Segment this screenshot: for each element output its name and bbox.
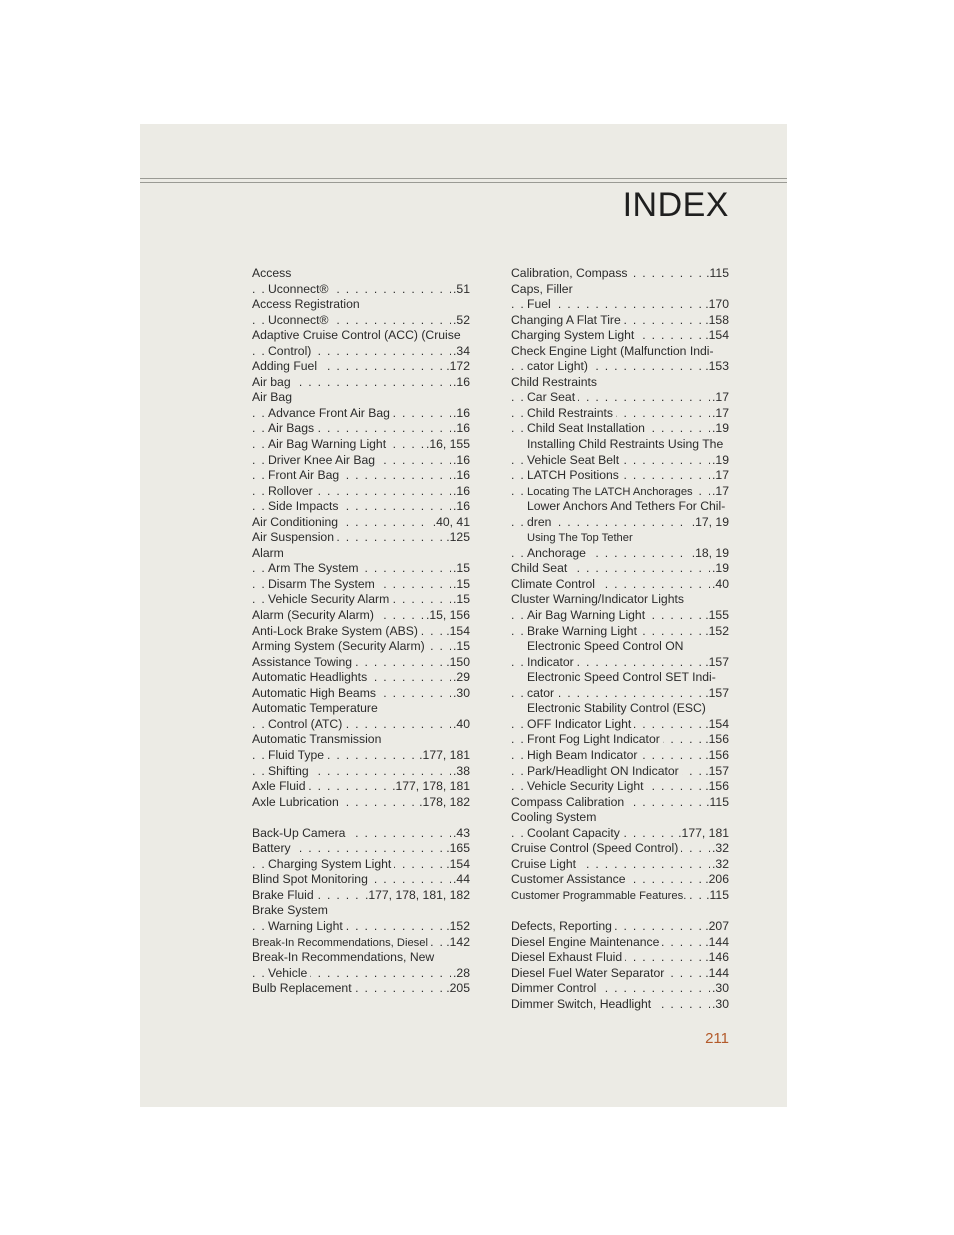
- index-term: Air Suspension: [252, 530, 337, 544]
- index-term: Diesel Exhaust Fluid: [511, 950, 625, 964]
- index-page-ref: .152: [446, 918, 470, 933]
- index-subentry: [511, 515, 729, 531]
- index-term: Automatic High Beams: [252, 686, 379, 700]
- index-entry: [252, 826, 470, 842]
- index-entry: [252, 981, 470, 997]
- index-term: Driver Knee Air Bag: [268, 453, 378, 467]
- index-entry: [252, 515, 470, 531]
- index-subentry: [252, 437, 470, 453]
- index-term: Brake Fluid: [252, 888, 317, 902]
- index-subentry: [511, 717, 729, 733]
- header-rule-top: [140, 178, 787, 179]
- index-page-ref: .142: [446, 934, 470, 949]
- index-page-ref: .29: [453, 670, 470, 685]
- index-entry: [252, 655, 470, 671]
- index-subentry: [511, 484, 729, 500]
- index-term: Electronic Speed Control ON: [527, 639, 686, 653]
- index-subentry: [511, 437, 729, 453]
- index-term: Air Bag: [252, 390, 295, 404]
- index-spacer: [252, 810, 470, 826]
- index-subentry: [511, 530, 729, 546]
- index-page-ref: .146: [705, 950, 729, 965]
- index-term: Brake Warning Light: [527, 624, 640, 638]
- index-subentry: [252, 421, 470, 437]
- index-term: Alarm: [252, 546, 287, 560]
- index-term: Child Seat Installation: [527, 421, 648, 435]
- index-column-right: [511, 266, 729, 1012]
- index-term: Check Engine Light (Malfunction Indi-: [511, 344, 717, 358]
- index-term: Air Bag Warning Light: [527, 608, 648, 622]
- index-subentry: [252, 857, 470, 873]
- index-page-ref: .40: [712, 576, 729, 591]
- index-subentry: [511, 764, 729, 780]
- index-term: Charging System Light: [268, 857, 394, 871]
- index-term: Dimmer Switch, Headlight: [511, 997, 654, 1011]
- index-term: Child Restraints: [527, 406, 616, 420]
- index-page-ref: .15: [453, 576, 470, 591]
- index-page-ref: .40: [453, 716, 470, 731]
- index-page-ref: .16: [453, 405, 470, 420]
- index-subentry: [252, 313, 470, 329]
- index-entry: [511, 888, 729, 904]
- index-term: Access: [252, 266, 294, 280]
- index-entry: [252, 701, 470, 717]
- index-entry: [252, 359, 470, 375]
- index-subentry: [252, 499, 470, 515]
- index-entry: [511, 872, 729, 888]
- index-entry: [511, 810, 729, 826]
- index-term: cator: [527, 686, 557, 700]
- index-term: Arming System (Security Alarm): [252, 639, 428, 653]
- index-page-ref: .52: [453, 312, 470, 327]
- index-term: Electronic Stability Control (ESC): [527, 701, 709, 715]
- index-page-ref: .178, 182: [419, 794, 470, 809]
- index-page-ref: .19: [712, 421, 729, 436]
- index-entry: [252, 328, 470, 344]
- index-page-ref: .16: [453, 468, 470, 483]
- index-term: cator Light): [527, 359, 591, 373]
- index-entry: [511, 344, 729, 360]
- index-term: Bulb Replacement: [252, 981, 355, 995]
- index-subentry: [511, 546, 729, 562]
- index-term: Car Seat: [527, 390, 578, 404]
- index-page-ref: .154: [446, 623, 470, 638]
- index-entry: [252, 624, 470, 640]
- index-page-ref: .32: [712, 856, 729, 871]
- index-page-ref: .125: [446, 530, 470, 545]
- index-entry: [511, 950, 729, 966]
- index-subentry: [252, 468, 470, 484]
- index-term: Disarm The System: [268, 577, 378, 591]
- index-entry: [252, 888, 470, 904]
- index-entry: [252, 686, 470, 702]
- header-rule-bottom: [140, 182, 787, 183]
- index-term: Customer Assistance: [511, 872, 628, 886]
- index-term: Alarm (Security Alarm): [252, 608, 377, 622]
- index-term: Front Fog Light Indicator: [527, 732, 663, 746]
- index-term: Locating The LATCH Anchorages: [527, 486, 696, 498]
- index-page-ref: .15, 156: [425, 608, 470, 623]
- index-term: Assistance Towing: [252, 655, 355, 669]
- index-entry: [511, 795, 729, 811]
- index-term: Vehicle Seat Belt: [527, 453, 622, 467]
- index-subentry: [252, 282, 470, 298]
- index-term: Dimmer Control: [511, 981, 599, 995]
- index-term: High Beam Indicator: [527, 748, 640, 762]
- index-subentry: [511, 499, 729, 515]
- index-term: Customer Programmable Features.: [511, 890, 689, 902]
- index-term: Charging System Light: [511, 328, 637, 342]
- index-entry: [252, 266, 470, 282]
- index-term: Adaptive Cruise Control (ACC) (Cruise: [252, 328, 464, 342]
- index-subentry: [511, 297, 729, 313]
- index-term: Anchorage: [527, 546, 589, 560]
- index-term: Cruise Light: [511, 857, 579, 871]
- index-page-ref: .30: [712, 996, 729, 1011]
- index-term: Anti-Lock Brake System (ABS): [252, 624, 421, 638]
- index-page-ref: .172: [446, 359, 470, 374]
- index-subentry: [511, 468, 729, 484]
- index-term: Brake System: [252, 903, 331, 917]
- index-term: Side Impacts: [268, 499, 341, 513]
- index-entry: [252, 950, 470, 966]
- index-entry: [252, 390, 470, 406]
- index-term: Cruise Control (Speed Control): [511, 841, 681, 855]
- index-page-ref: .38: [453, 763, 470, 778]
- index-page-ref: .154: [705, 328, 729, 343]
- index-term: Caps, Filler: [511, 282, 576, 296]
- index-page-ref: .144: [705, 934, 729, 949]
- index-term: Shifting: [268, 764, 312, 778]
- index-page-ref: .155: [705, 608, 729, 623]
- index-page-ref: .43: [453, 825, 470, 840]
- index-page-ref: .28: [453, 965, 470, 980]
- index-term: Arm The System: [268, 561, 362, 575]
- index-subentry: [511, 608, 729, 624]
- index-page-ref: .115: [706, 887, 729, 902]
- index-page-ref: .19: [712, 561, 729, 576]
- page-title: INDEX: [622, 186, 729, 224]
- index-entry: [511, 841, 729, 857]
- index-page-ref: .16: [453, 499, 470, 514]
- index-term: Compass Calibration: [511, 795, 627, 809]
- index-term: Child Seat: [511, 561, 570, 575]
- index-subentry: [511, 655, 729, 671]
- index-term: Diesel Engine Maintenance: [511, 935, 662, 949]
- index-entry: [252, 608, 470, 624]
- index-entry: [252, 639, 470, 655]
- index-term: Vehicle Security Alarm: [268, 592, 392, 606]
- index-term: Control (ATC): [268, 717, 345, 731]
- index-entry: [252, 375, 470, 391]
- index-entry: [511, 313, 729, 329]
- index-term: OFF Indicator Light: [527, 717, 634, 731]
- index-subentry: [511, 421, 729, 437]
- index-entry: [252, 546, 470, 562]
- index-term: Indicator: [527, 655, 577, 669]
- index-term: Uconnect®: [268, 313, 331, 327]
- index-page-ref: .17: [712, 405, 729, 420]
- index-term: Vehicle: [268, 966, 310, 980]
- index-page-ref: .15: [453, 639, 470, 654]
- index-term: Defects, Reporting: [511, 919, 615, 933]
- index-term: Advance Front Air Bag: [268, 406, 393, 420]
- index-subentry: [511, 639, 729, 655]
- index-page-ref: .150: [446, 654, 470, 669]
- index-term: Air bag: [252, 375, 294, 389]
- index-page-ref: .16: [453, 374, 470, 389]
- index-subentry: [511, 779, 729, 795]
- index-page-ref: .157: [705, 763, 729, 778]
- index-entry: [252, 872, 470, 888]
- index-subentry: [252, 453, 470, 469]
- index-subentry: [511, 390, 729, 406]
- index-term: Break-In Recommendations, New: [252, 950, 437, 964]
- index-page-ref: .177, 178, 181: [392, 779, 470, 794]
- index-page-ref: .40, 41: [432, 514, 470, 529]
- index-subentry: [252, 966, 470, 982]
- index-term: Back-Up Camera: [252, 826, 348, 840]
- index-entry: [252, 732, 470, 748]
- index-page-ref: .115: [706, 266, 729, 280]
- index-term: Climate Control: [511, 577, 598, 591]
- index-subentry: [511, 686, 729, 702]
- index-page-ref: .156: [705, 747, 729, 762]
- index-page-ref: .177, 178, 181, 182: [364, 887, 470, 902]
- index-page-ref: .153: [705, 359, 729, 374]
- index-page-ref: .154: [705, 716, 729, 731]
- index-page-ref: .177, 181: [678, 825, 729, 840]
- index-page-ref: .17: [712, 483, 729, 498]
- index-page-ref: .158: [705, 312, 729, 327]
- index-entry: [511, 328, 729, 344]
- index-term: Lower Anchors And Tethers For Chil-: [527, 499, 728, 513]
- index-page-ref: .16: [453, 452, 470, 467]
- index-subentry: [511, 453, 729, 469]
- index-term: Cooling System: [511, 810, 599, 824]
- index-entry: [511, 561, 729, 577]
- index-term: Using The Top Tether: [527, 532, 636, 544]
- index-term: Diesel Fuel Water Separator: [511, 966, 667, 980]
- index-page-ref: .165: [446, 841, 470, 856]
- index-term: Axle Fluid: [252, 779, 309, 793]
- index-subentry: [252, 748, 470, 764]
- index-page-ref: .17: [712, 390, 729, 405]
- index-entry: [511, 857, 729, 873]
- index-term: Break-In Recommendations, Diesel: [252, 937, 431, 949]
- index-term: Automatic Transmission: [252, 732, 384, 746]
- index-entry: [511, 282, 729, 298]
- index-page-ref: .205: [446, 981, 470, 996]
- index-subentry: [511, 748, 729, 764]
- index-term: Warning Light: [268, 919, 346, 933]
- index-entry: [511, 266, 729, 282]
- index-page-ref: .15: [453, 592, 470, 607]
- index-page-ref: .19: [712, 452, 729, 467]
- index-term: Access Registration: [252, 297, 363, 311]
- index-entry: [252, 670, 470, 686]
- index-page-ref: .154: [446, 856, 470, 871]
- index-term: LATCH Positions: [527, 468, 622, 482]
- index-page-ref: .34: [453, 343, 470, 358]
- index-page-ref: .51: [453, 281, 470, 296]
- index-subentry: [252, 717, 470, 733]
- index-term: Automatic Temperature: [252, 701, 381, 715]
- index-term: Electronic Speed Control SET Indi-: [527, 670, 719, 684]
- index-subentry: [252, 577, 470, 593]
- index-page-ref: .156: [705, 779, 729, 794]
- index-page-ref: .170: [705, 297, 729, 312]
- index-page-ref: .157: [705, 685, 729, 700]
- index-term: dren: [527, 515, 554, 529]
- index-page-ref: .156: [705, 732, 729, 747]
- index-entry: [511, 592, 729, 608]
- index-subentry: [511, 406, 729, 422]
- index-term: Changing A Flat Tire: [511, 313, 624, 327]
- index-term: Fluid Type: [268, 748, 327, 762]
- index-subentry: [252, 344, 470, 360]
- index-entry: [252, 795, 470, 811]
- index-page-ref: .207: [705, 918, 729, 933]
- index-subentry: [511, 359, 729, 375]
- index-subentry: [252, 919, 470, 935]
- index-subentry: [511, 826, 729, 842]
- index-page-ref: .18, 19: [691, 545, 729, 560]
- index-subentry: [511, 624, 729, 640]
- index-term: Blind Spot Monitoring: [252, 872, 371, 886]
- index-subentry: [511, 732, 729, 748]
- index-term: Axle Lubrication: [252, 795, 342, 809]
- index-entry: [252, 297, 470, 313]
- index-entry: [511, 966, 729, 982]
- index-page-ref: .152: [705, 623, 729, 638]
- index-entry: [511, 935, 729, 951]
- index-term: Fuel: [527, 297, 554, 311]
- index-page-ref: .206: [705, 872, 729, 887]
- index-page-ref: .157: [705, 654, 729, 669]
- index-page-ref: .17, 19: [691, 514, 729, 529]
- index-term: Adding Fuel: [252, 359, 320, 373]
- index-entry: [252, 530, 470, 546]
- index-page-ref: .30: [453, 685, 470, 700]
- index-entry: [511, 919, 729, 935]
- index-term: Air Bags: [268, 421, 317, 435]
- index-subentry: [252, 561, 470, 577]
- index-entry: [252, 935, 470, 951]
- index-page-ref: .30: [712, 981, 729, 996]
- page-number: 211: [705, 1030, 729, 1047]
- index-page-ref: .44: [453, 872, 470, 887]
- index-term: Cluster Warning/Indicator Lights: [511, 592, 687, 606]
- index-entry: [511, 577, 729, 593]
- index-entry: [252, 903, 470, 919]
- index-entry: [511, 375, 729, 391]
- index-term: Front Air Bag: [268, 468, 342, 482]
- index-subentry: [252, 764, 470, 780]
- index-term: Installing Child Restraints Using The: [527, 437, 726, 451]
- index-term: Vehicle Security Light: [527, 779, 647, 793]
- index-entry: [252, 841, 470, 857]
- index-subentry: [252, 484, 470, 500]
- index-page-ref: .177, 181: [419, 747, 470, 762]
- index-term: Air Conditioning: [252, 515, 341, 529]
- index-page: [140, 124, 787, 1107]
- index-page-ref: .115: [706, 794, 729, 809]
- index-term: Calibration, Compass: [511, 266, 631, 280]
- index-term: Air Bag Warning Light: [268, 437, 389, 451]
- index-term: Uconnect®: [268, 282, 331, 296]
- index-column-left: [252, 266, 470, 997]
- index-term: Park/Headlight ON Indicator: [527, 764, 682, 778]
- index-subentry: [252, 406, 470, 422]
- index-entry: [511, 997, 729, 1013]
- index-subentry: [252, 592, 470, 608]
- index-subentry: [511, 701, 729, 717]
- index-term: Coolant Capacity: [527, 826, 623, 840]
- index-page-ref: .16: [453, 421, 470, 436]
- index-page-ref: .144: [705, 965, 729, 980]
- index-term: Battery: [252, 841, 294, 855]
- index-term: Rollover: [268, 484, 316, 498]
- index-page-ref: .32: [712, 841, 729, 856]
- index-term: Automatic Headlights: [252, 670, 370, 684]
- index-entry: [511, 981, 729, 997]
- index-page-ref: .17: [712, 468, 729, 483]
- index-page-ref: .15: [453, 561, 470, 576]
- index-term: Control): [268, 344, 314, 358]
- index-entry: [252, 779, 470, 795]
- index-subentry: [511, 670, 729, 686]
- index-term: Child Restraints: [511, 375, 600, 389]
- index-page-ref: .16: [453, 483, 470, 498]
- index-spacer: [511, 903, 729, 919]
- index-page-ref: .16, 155: [425, 437, 470, 452]
